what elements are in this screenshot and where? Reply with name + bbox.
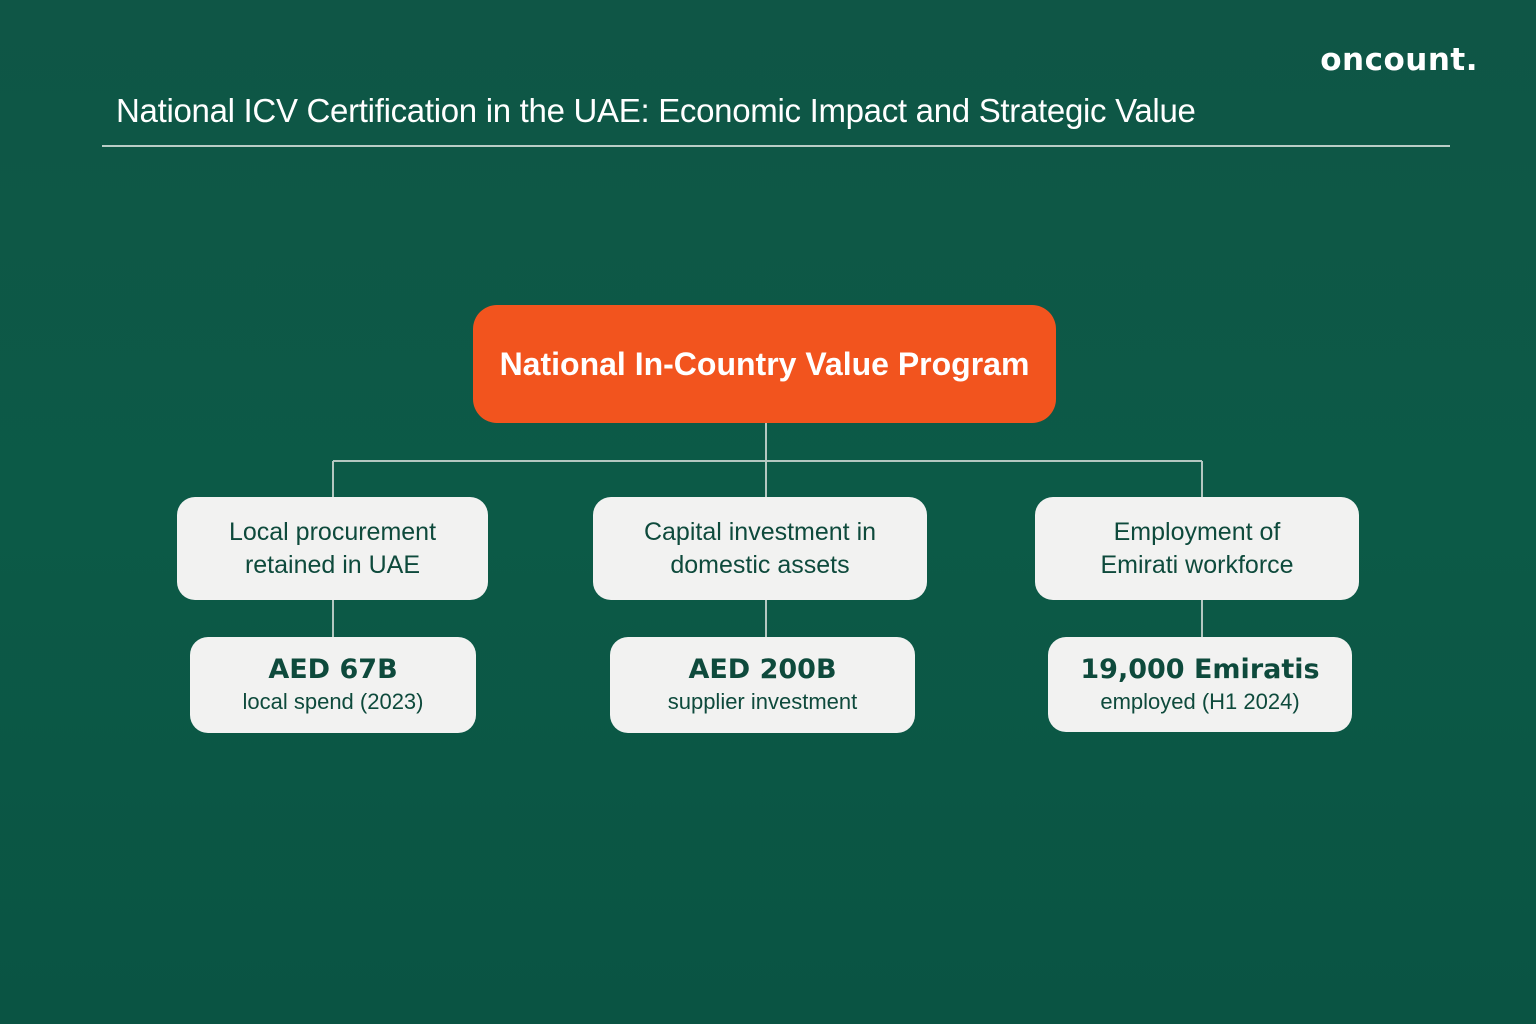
brand-logo: oncount. [1320,42,1478,78]
metric-value: AED 200B [688,654,837,685]
metric-node-local-spend [190,637,476,733]
metric-value: AED 67B [268,654,398,685]
category-node-capital-investment [593,497,927,600]
category-label: Employment of Emirati workforce [1100,517,1294,579]
category-label: Local procurement retained in UAE [228,517,437,579]
category-node-local-procurement [177,497,488,600]
root-node-label: National In-Country Value Program [499,345,1030,382]
metric-caption: local spend (2023) [242,689,424,714]
metric-node-emiratis-employed [1048,637,1352,732]
category-label: Capital investment in domestic assets [643,517,877,579]
metric-node-supplier-investment [610,637,915,733]
page-title: National ICV Certification in the UAE: Economic Impact and Strategic Value [116,92,1196,129]
metric-caption: supplier investment [667,689,858,714]
metric-value: 19,000 Emiratis [1080,653,1320,685]
root-node-icv-program [473,305,1056,423]
category-node-emirati-employment [1035,497,1359,600]
metric-caption: employed (H1 2024) [1100,688,1300,714]
